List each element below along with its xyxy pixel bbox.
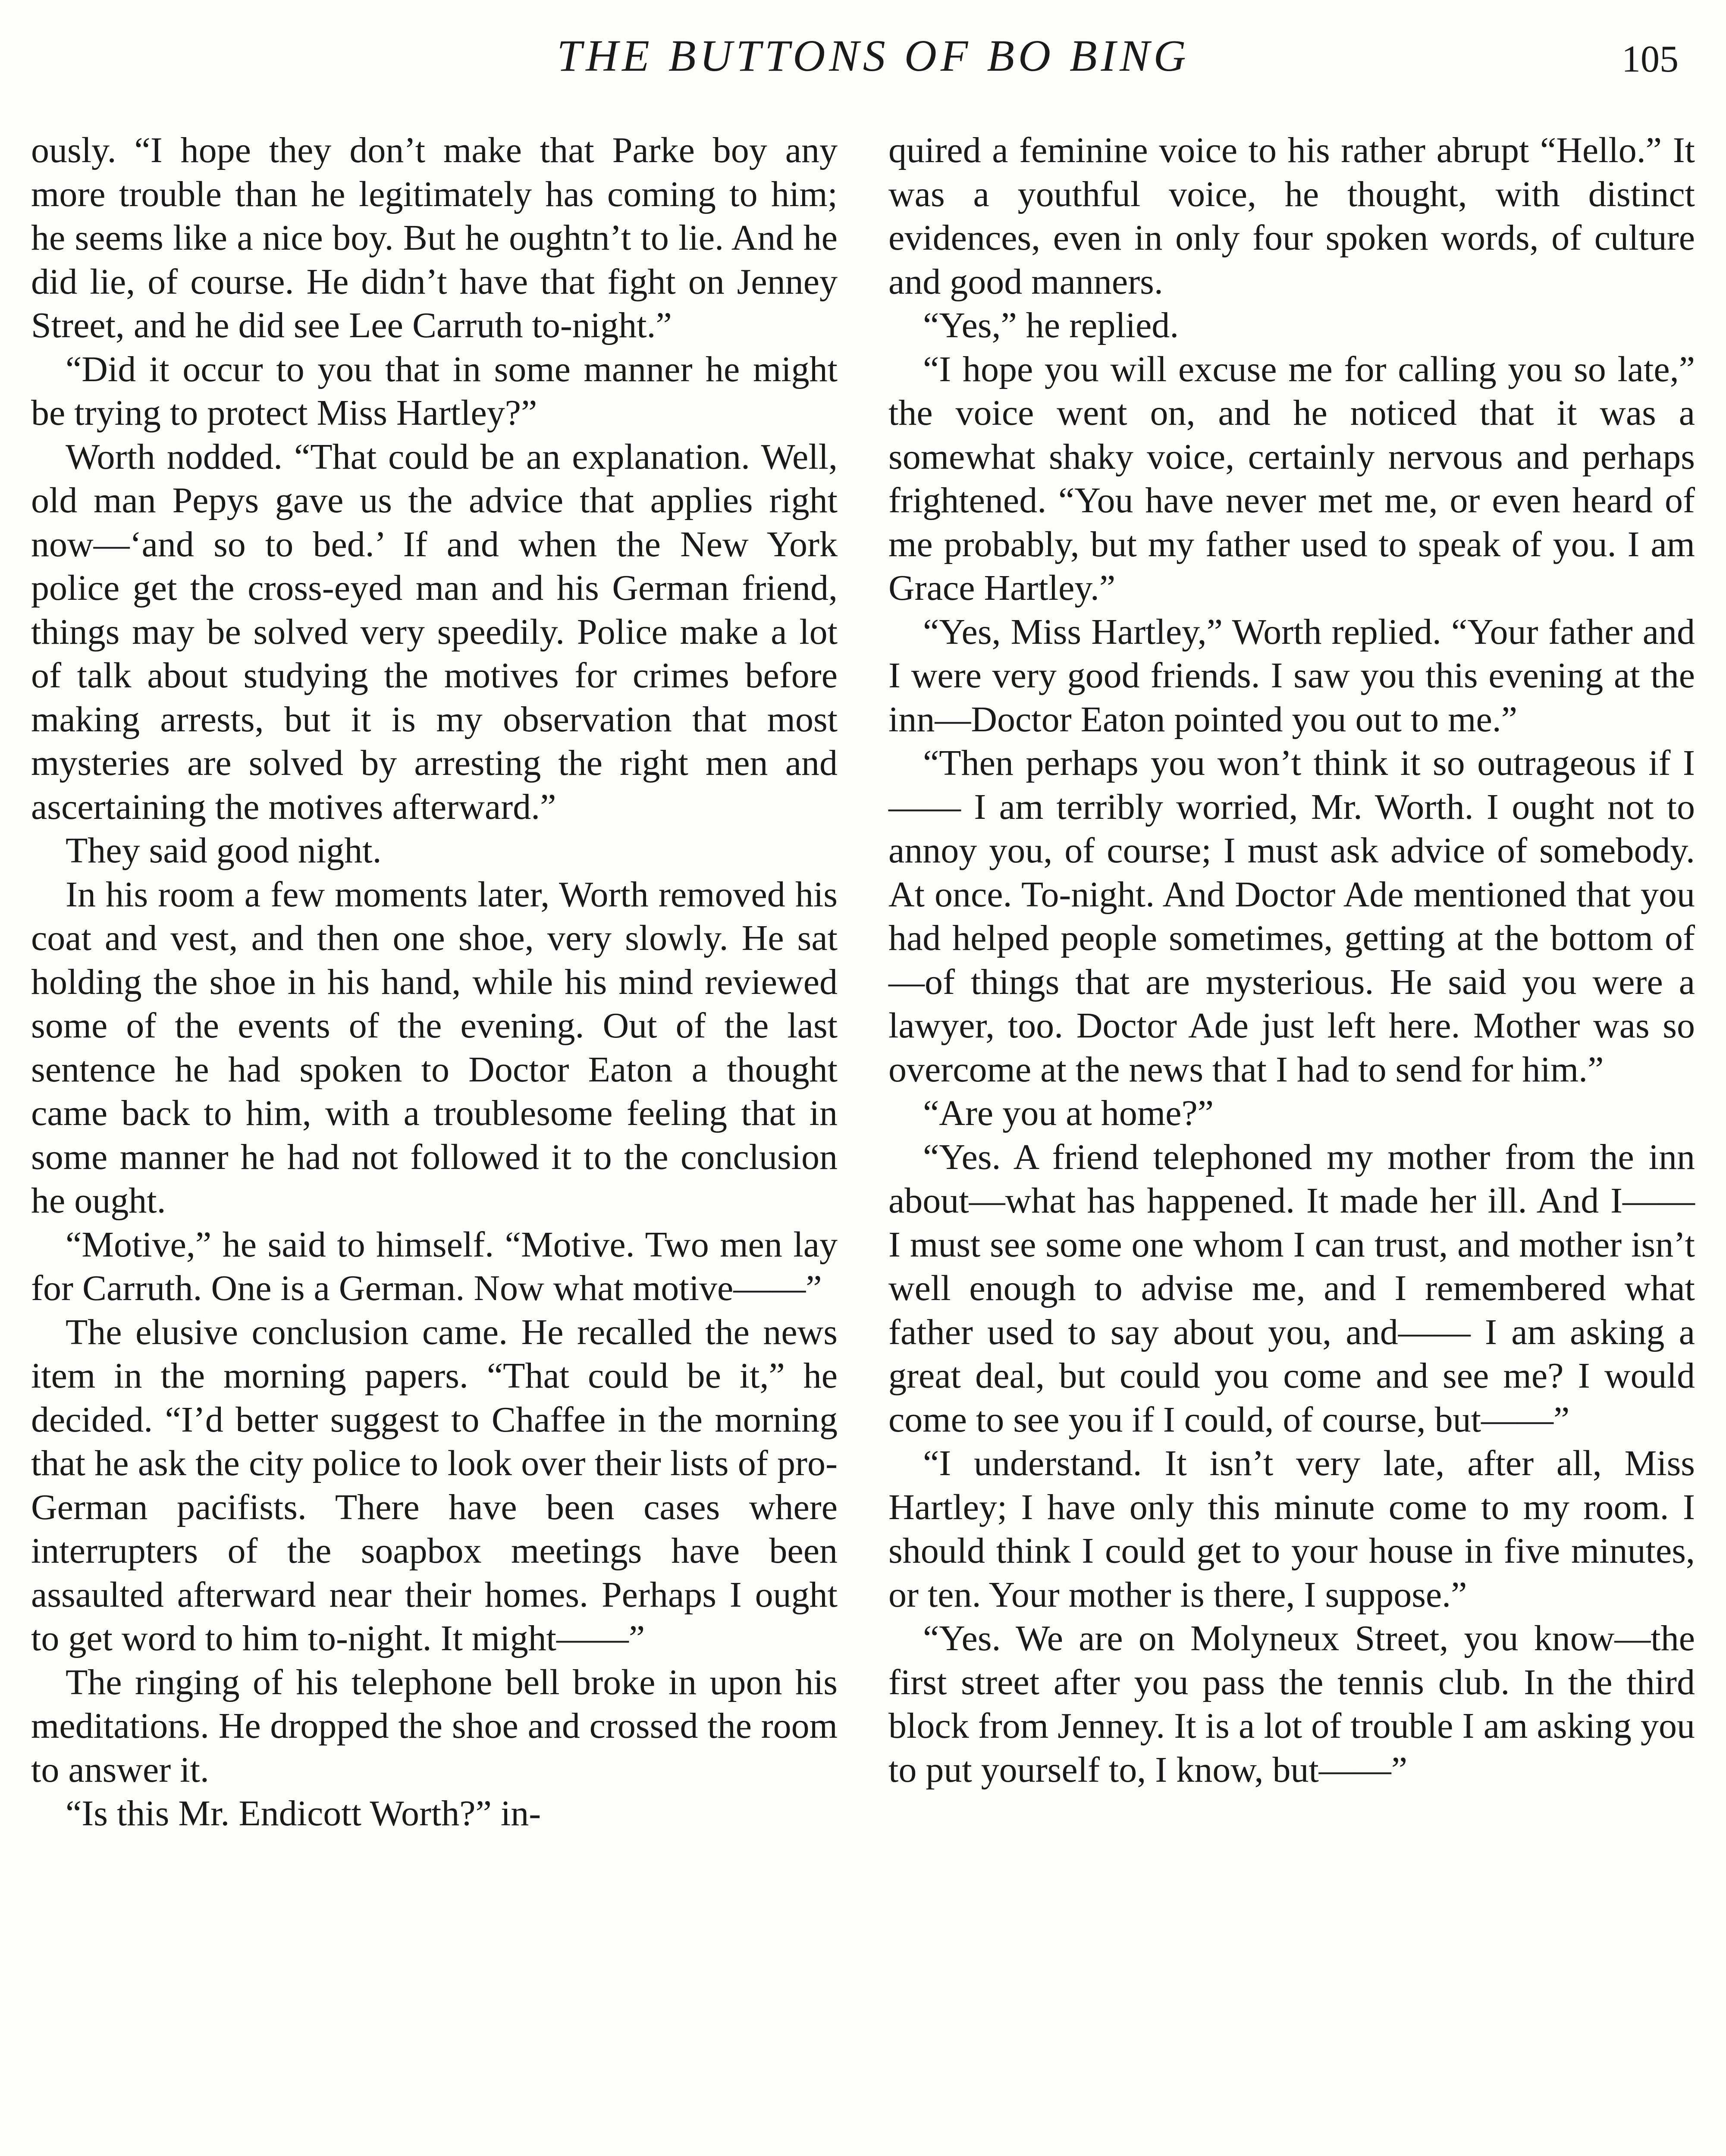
paragraph: In his room a few moments later, Worth removed his coat and vest, and then one shoe, very slowly. He sat holding the shoe in his hand, while his mind reviewed some of the events of the evening. Out of the last sentence he had spoken to Doctor Eaton a thought came back to him, with a troublesome feeling that in some manner he had not followed it to the conclusion he ought.	[31, 874, 838, 1221]
paragraph: “Yes, Miss Hartley,” Worth replied. “Your father and I were very good friends. I saw you this evening at the inn—Doctor Eaton pointed you out to me.”	[888, 611, 1695, 740]
paragraph: “Motive,” he said to himself. “Motive. Two men lay for Carruth. One is a German. Now what motive——”	[31, 1224, 838, 1308]
right-column	[888, 128, 1695, 1792]
paragraph: “Are you at home?”	[923, 1093, 1214, 1133]
paragraph: “I hope you will excuse me for calling you so late,” the voice went on, and he noticed that it was a somewhat shaky voice, certainly nervous and perhaps frightened. “You have never met me, or even heard of me probably, but my father used to speak of you. I am Grace Hartley.”	[888, 349, 1695, 608]
paragraph: ously. “I hope they don’t make that Parke boy any more trouble than he legitimately has coming to him; he seems like a nice boy. But he oughtn’t to lie. And he did lie, of course. He didn’t have that fight on Jenney Street, and he did see Lee Carruth to-night.”	[31, 130, 838, 345]
paragraph: “Yes,” he replied.	[923, 305, 1179, 345]
paragraph: Worth nodded. “That could be an explanation. Well, old man Pepys gave us the advice that applies right now—‘and so to bed.’ If and when the New York police get the cross-eyed man and his German friend, things may be solved very speedily. Police make a lot of talk about studying the motives for crimes before making arrests, but it is my observation that most mysteries are solved by arresting the right men and ascertaining the motives afterward.”	[31, 436, 838, 827]
paragraph: The ringing of his telephone bell broke in upon his meditations. He dropped the shoe and crossed the room to answer it.	[31, 1662, 838, 1790]
paragraph: “I understand. It isn’t very late, after all, Miss Hartley; I have only this minute come to my room. I should think I could get to your house in five minutes, or ten. Your mother is there, I suppose.”	[888, 1443, 1695, 1615]
paragraph: “Yes. We are on Molyneux Street, you know—the first street after you pass the tennis club. In the third block from Jenney. It is a lot of trouble I am asking you to put yourself to, I know, but——”	[888, 1618, 1695, 1790]
page-number: 105	[1622, 38, 1679, 80]
paragraph: “Yes. A friend telephoned my mother from the inn about—what has happened. It made her ill. And I—— I must see some one whom I can trust, and mother isn’t well enough to advise me, and I remembered what father used to say about you, and—— I am asking a great deal, but could you come and see me? I would come to see you if I could, of course, but——”	[888, 1137, 1695, 1440]
paragraph: The elusive conclusion came. He recalled the news item in the morning papers. “That could be it,” he decided. “I’d better suggest to Chaffee in the morning that he ask the city police to look over their lists of pro-German pacifists. There have been cases where interrupters of the soapbox meetings have been assaulted afterward near their homes. Perhaps I ought to get word to him to-night. It might——”	[31, 1312, 838, 1658]
left-column	[31, 128, 838, 1836]
paragraph: “Did it occur to you that in some manner he might be trying to protect Miss Hartley?”	[31, 349, 838, 433]
paragraph: “Then perhaps you won’t think it so outrageous if I—— I am terribly worried, Mr. Worth. I ought not to annoy you, of course; I must ask advice of somebody. At once. To-night. And Doctor Ade mentioned that you had helped people sometimes, getting at the bottom of—of things that are mysterious. He said you were a lawyer, too. Doctor Ade just left here. Mother was so overcome at the news that I had to send for him.”	[888, 743, 1695, 1090]
paragraph: They said good night.	[66, 830, 382, 871]
paragraph: quired a feminine voice to his rather abrupt “Hello.” It was a youthful voice, he thought, with distinct evidences, even in only four spoken words, of culture and good manners.	[888, 130, 1695, 302]
running-title: THE BUTTONS OF BO BING	[557, 31, 1190, 81]
running-head	[0, 30, 1726, 82]
paragraph: “Is this Mr. Endicott Worth?” in-	[66, 1793, 541, 1833]
